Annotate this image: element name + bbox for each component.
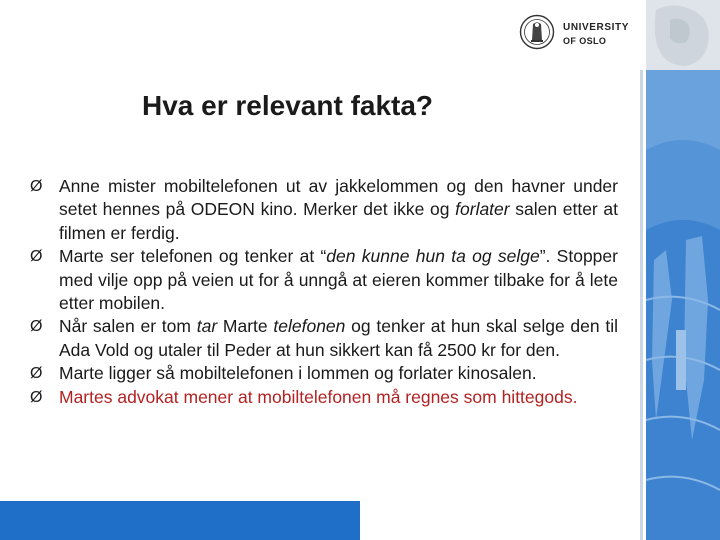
bullet-item [30,245,618,315]
university-logo [519,14,635,52]
bullet-arrow-icon: Ø [30,318,43,336]
right-separator [640,70,643,540]
bullet-text-segment: og tenker at hun skal selge den til Ada Vold og utaler til Peder at hun sikkert kan få 2500 kr for den. [59,316,618,360]
bullet-text-segment: ”. Stopper med vilje opp på veien ut for å unngå at eieren kommer tilbake for å lete etter mobilen. [59,246,618,314]
logo-text-line2: OF OSLO [563,36,607,46]
bullet-text-segment: Marte [217,316,274,337]
bullet-text-segment: Martes advokat mener at mobiltelefonen må regnes som hittegods. [59,386,578,407]
bullet-item [30,386,618,409]
bullet-item [30,175,618,245]
bullet-text-segment: Når salen er tom [59,316,197,337]
bullet-text-segment: den kunne hun ta og selge [326,246,540,267]
bottom-accent-bar [0,501,360,540]
bullet-text-segment: tar [196,316,218,337]
slide-title: Hva er relevant fakta? [142,90,434,121]
bullet-text-segment: salen etter at filmen er ferdig. [59,199,618,243]
university-seal-icon [519,14,555,50]
bullet-text-segment: telefonen [273,316,346,337]
right-decorative-panel [646,0,720,540]
bullet-item [30,362,618,385]
bullet-text-segment: Marte ser telefonen og tenker at “ [59,246,327,267]
bullet-arrow-icon: Ø [30,248,43,266]
bullet-list [30,175,618,409]
bullet-text-segment: Anne mister mobiltelefonen ut av jakkelommen og den havner under setet hennes på ODEON kino. Merker det ikke og [59,176,618,220]
bullet-arrow-icon: Ø [30,178,43,195]
bullet-arrow-icon: Ø [30,365,43,383]
bullet-text-segment: forlater [455,199,510,220]
logo-text-line1: UNIVERSITY [563,22,630,33]
bullet-item [30,315,618,362]
bullet-arrow-icon: Ø [30,388,43,406]
bullet-text-segment: Marte ligger så mobiltelefonen i lommen og forlater kinosalen. [59,363,537,384]
